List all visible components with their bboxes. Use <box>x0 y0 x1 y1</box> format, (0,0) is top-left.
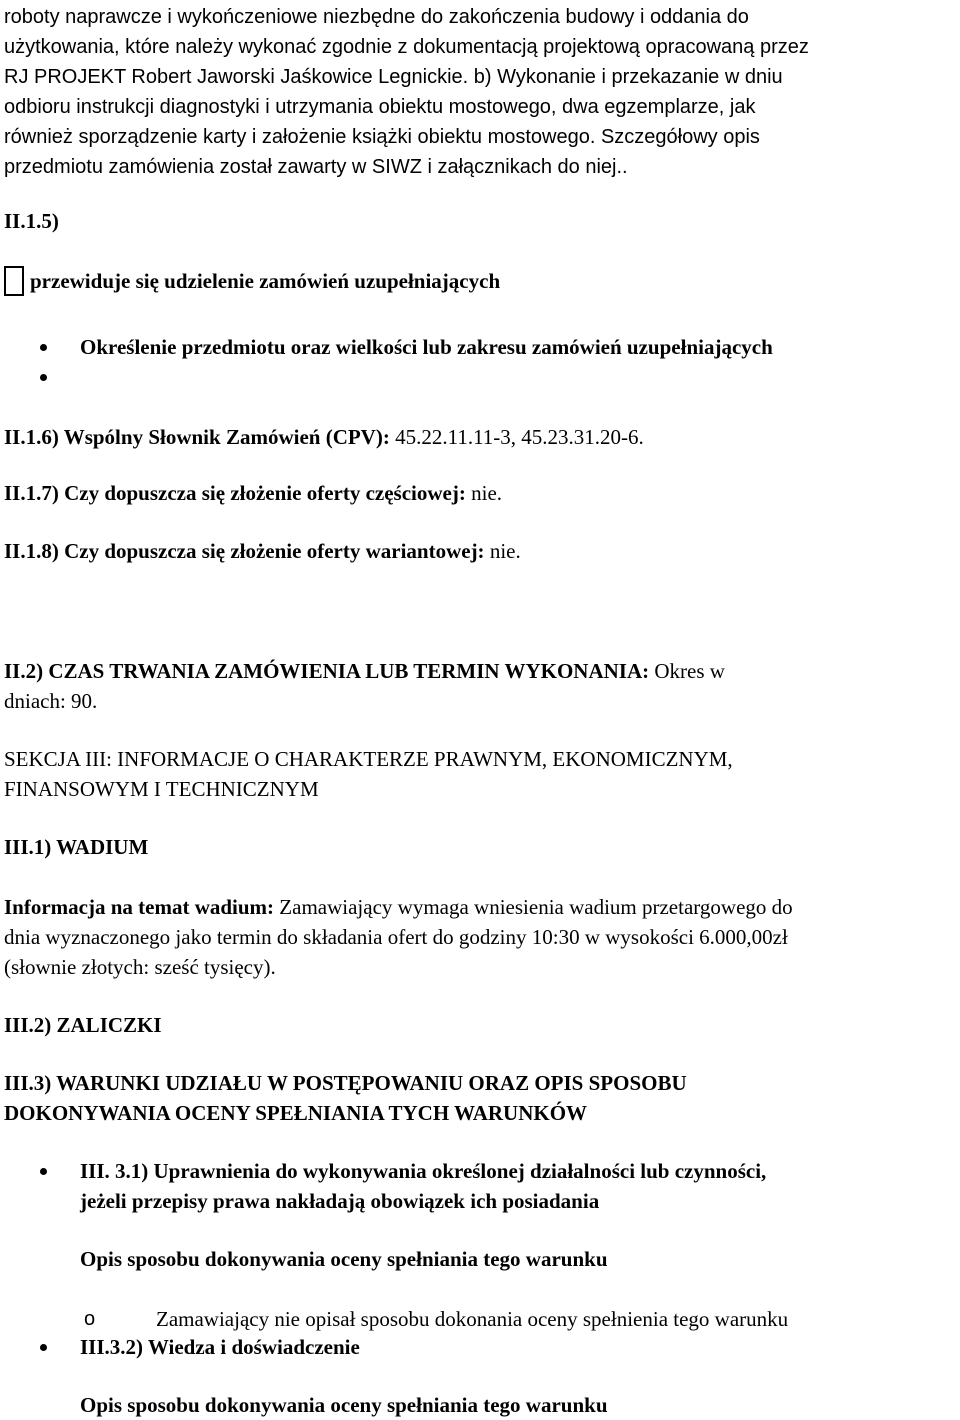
section-heading-iii-1: III.1) WADIUM <box>4 835 149 859</box>
section-heading-iii-3-line-1: III.3) WARUNKI UDZIAŁU W POSTĘPOWANIU ORAZ OPIS SPOSOBU <box>4 1071 687 1095</box>
section-iii-title-line-2: FINANSOWYM I TECHNICZNYM <box>4 777 319 801</box>
wadium-text-1: Zamawiający wymaga wniesienia wadium przetargowego do <box>274 895 793 919</box>
cpv-label: II.1.6) Wspólny Słownik Zamówień (CPV): <box>4 425 390 449</box>
bullet-icon <box>40 1344 47 1351</box>
section-heading-ii-1-5: II.1.5) <box>4 209 59 233</box>
duration-label: II.2) CZAS TRWANIA ZAMÓWIENIA LUB TERMIN WYKONANIA: <box>4 659 650 683</box>
supplementary-scope-item: Określenie przedmiotu oraz wielkości lub zakresu zamówień uzupełniających <box>80 335 773 359</box>
intro-line-4: odbioru instrukcji diagnostyki i utrzymania obiektu mostowego, dwa egzemplarze, jak <box>4 96 756 118</box>
partial-offer-label: II.1.7) Czy dopuszcza się złożenie oferty częściowej: <box>4 481 466 505</box>
permits-assessment-text: Zamawiający nie opisał sposobu dokonania oceny spełnienia tego warunku <box>156 1307 789 1331</box>
experience-heading: III.3.2) Wiedza i doświadczenie <box>80 1335 360 1359</box>
intro-line-6: przedmiotu zamówienia został zawarty w SIWZ i załącznikach do niej.. <box>4 156 628 178</box>
variant-offer-value: nie. <box>484 539 521 563</box>
experience-assessment-label: Opis sposobu dokonywania oceny spełniania tego warunku <box>80 1393 608 1417</box>
supplementary-orders-checkbox[interactable] <box>4 266 24 296</box>
section-heading-iii-2: III.2) ZALICZKI <box>4 1013 162 1037</box>
intro-line-1: roboty naprawcze i wykończeniowe niezbędne do zakończenia budowy i oddania do <box>4 6 749 28</box>
wadium-line-1 <box>4 892 956 922</box>
bullet-icon <box>40 344 47 351</box>
cpv-value: 45.22.11.11-3, 45.23.31.20-6. <box>389 425 644 449</box>
intro-line-3: RJ PROJEKT Robert Jaworski Jaśkowice Legnickie. b) Wykonanie i przekazanie w dniu <box>4 66 783 88</box>
wadium-label: Informacja na temat wadium: <box>4 895 275 919</box>
intro-line-2: użytkowania, które należy wykonać zgodnie z dokumentacją projektową opracowaną przez <box>4 36 809 58</box>
section-heading-iii-3-line-2: DOKONYWANIA OCENY SPEŁNIANIA TYCH WARUNKÓW <box>4 1101 588 1125</box>
duration-line-2: dniach: 90. <box>4 689 98 713</box>
circle-bullet-icon: o <box>84 1308 96 1330</box>
variant-offer-label: II.1.8) Czy dopuszcza się złożenie oferty wariantowej: <box>4 539 485 563</box>
wadium-line-3: (słownie złotych: sześć tysięcy). <box>4 955 276 979</box>
bullet-icon <box>40 374 47 381</box>
bullet-icon <box>40 1168 47 1175</box>
duration-value-a: Okres w <box>649 659 725 683</box>
partial-offer-value: nie. <box>465 481 503 505</box>
intro-line-5: również sporządzenie karty i założenie książki obiektu mostowego. Szczegółowy opis <box>4 126 760 148</box>
section-iii-title-line-1: SEKCJA III: INFORMACJE O CHARAKTERZE PRAWNYM, EKONOMICZNYM, <box>4 747 733 771</box>
permits-heading-line-2: jeżeli przepisy prawa nakładają obowiązek ich posiadania <box>80 1189 600 1213</box>
partial-offer-line <box>4 478 956 508</box>
wadium-line-2: dnia wyznaczonego jako termin do składania ofert do godziny 10:30 w wysokości 6.000,00zł <box>4 925 788 949</box>
variant-offer-line <box>4 536 956 566</box>
cpv-line <box>4 422 956 452</box>
duration-line-1 <box>4 656 956 686</box>
supplementary-orders-label: przewiduje się udzielenie zamówień uzupełniających <box>30 269 501 293</box>
permits-assessment-label: Opis sposobu dokonywania oceny spełniania tego warunku <box>80 1247 608 1271</box>
permits-heading-line-1: III. 3.1) Uprawnienia do wykonywania określonej działalności lub czynności, <box>80 1159 767 1183</box>
